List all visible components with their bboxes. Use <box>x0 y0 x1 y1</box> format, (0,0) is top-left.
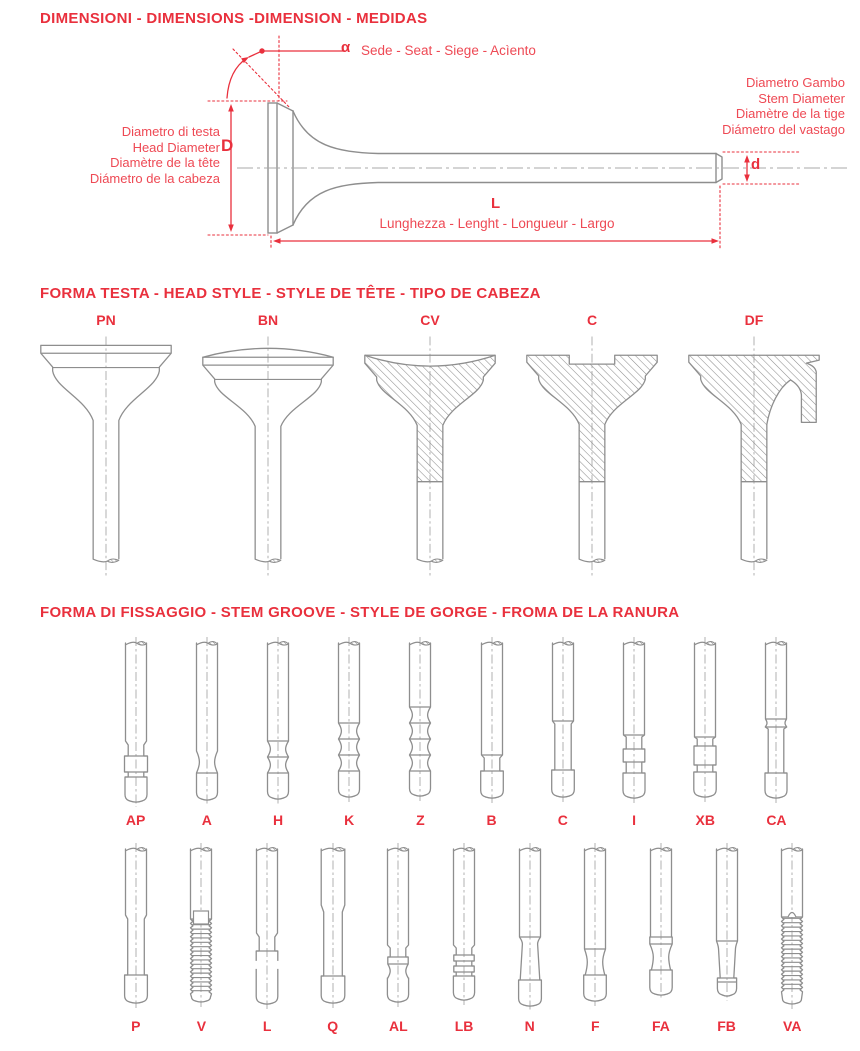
stem-groove-figure-v-drawing <box>169 840 233 1016</box>
stem-groove-figure-c-label: C <box>557 812 568 828</box>
stem-diameter-line: Stem Diameter <box>758 90 845 106</box>
stem-groove-figure-fa <box>628 840 694 1036</box>
head-style-figure-pn-label: PN <box>96 312 116 328</box>
stem-groove-figure-i-label: I <box>632 812 636 828</box>
length-symbol: L <box>491 195 501 212</box>
head-diameter-symbol: D <box>221 136 234 155</box>
stem-groove-figure-l <box>234 840 300 1036</box>
head-style-figure-c <box>511 310 673 582</box>
head-style-figure-bn <box>187 310 349 582</box>
stem-groove-figure-al-drawing <box>366 840 430 1016</box>
stem-groove-figure-ap <box>100 634 171 830</box>
head-style-figure-df <box>673 310 835 582</box>
stem-groove-figure-al <box>366 840 432 1036</box>
stem-groove-figure-h-label: H <box>272 812 284 828</box>
stem-groove-figure-q <box>300 840 366 1036</box>
stem-groove-row-1 <box>100 634 812 830</box>
stem-diameter-label <box>722 75 845 137</box>
head-diameter-line: Diámetro de la cabeza <box>89 170 220 186</box>
head-style-figure-pn-drawing <box>25 330 187 582</box>
stem-groove-row-2 <box>103 840 825 1036</box>
stem-groove-figure-xb-drawing <box>673 634 737 810</box>
head-diameter-line: Diamètre de la tête <box>110 155 220 170</box>
stem-groove-figure-a-drawing <box>175 634 239 810</box>
head-style-figure-df-label: DF <box>744 312 764 328</box>
dimensions-title: DIMENSIONI - DIMENSIONS -DIMENSION - MEDIDAS <box>40 10 428 27</box>
head-style-figure-bn-label: BN <box>257 312 279 328</box>
stem-groove-figure-z <box>385 634 456 830</box>
head-diameter-line: Head Diameter <box>132 139 220 155</box>
stem-groove-figure-fb-label: FB <box>717 1018 736 1034</box>
stem-groove-figure-va <box>759 840 825 1036</box>
stem-groove-figure-i-drawing <box>602 634 666 810</box>
stem-groove-figure-va-label: VA <box>783 1018 802 1034</box>
stem-groove-figure-z-drawing <box>388 634 452 810</box>
stem-groove-figure-k-drawing <box>317 634 381 810</box>
stem-groove-figure-c-drawing <box>531 634 595 810</box>
stem-diameter-line: Diamètre de la tige <box>735 106 845 121</box>
stem-groove-figure-n-drawing <box>498 840 562 1016</box>
stem-groove-figure-a-label: A <box>201 812 212 828</box>
alpha-symbol: α <box>341 39 351 56</box>
head-style-figure-cv-label: CV <box>420 312 440 328</box>
stem-groove-figure-fb-drawing <box>695 840 759 1016</box>
head-style-figure-c-drawing <box>511 330 673 582</box>
stem-groove-figure-fa-drawing <box>629 840 693 1016</box>
head-style-figure-df-drawing <box>673 330 835 582</box>
stem-groove-figure-f <box>562 840 628 1036</box>
stem-groove-figure-h-drawing <box>246 634 310 810</box>
stem-groove-figure-n-label: N <box>524 1018 535 1034</box>
stem-groove-figure-lb-drawing <box>432 840 496 1016</box>
stem-groove-figure-n <box>497 840 563 1036</box>
stem-groove-figure-k <box>314 634 385 830</box>
head-style-figure-cv-drawing <box>349 330 511 582</box>
stem-groove-figure-p-drawing <box>104 840 168 1016</box>
stem-groove-figure-q-label: Q <box>327 1018 339 1034</box>
stem-groove-figure-p <box>103 840 169 1036</box>
stem-groove-figure-va-drawing <box>760 840 824 1016</box>
stem-groove-figure-f-label: F <box>591 1018 600 1034</box>
stem-groove-figure-a <box>171 634 242 830</box>
stem-groove-figure-ca-drawing <box>744 634 808 810</box>
stem-groove-figure-b <box>456 634 527 830</box>
stem-groove-figure-v <box>169 840 235 1036</box>
stem-diameter-line: Diámetro del vastago <box>722 121 845 137</box>
stem-groove-figure-l-drawing <box>235 840 299 1016</box>
head-style-title: FORMA TESTA - HEAD STYLE - STYLE DE TÊTE - TIPO DE CABEZA <box>40 285 541 302</box>
length-label: Lunghezza - Lenght - Longueur - Largo <box>379 216 615 231</box>
stem-diameter-line: Diametro Gambo <box>746 75 845 90</box>
stem-groove-figure-h <box>242 634 313 830</box>
stem-groove-figure-ap-drawing <box>104 634 168 810</box>
head-diameter-label <box>30 124 220 186</box>
head-style-figure-pn <box>25 310 187 582</box>
stem-groove-figure-l-label: L <box>262 1018 272 1034</box>
stem-groove-figure-z-label: Z <box>416 812 425 828</box>
seat-label: Sede - Seat - Siege - Acìento <box>361 43 536 58</box>
valve-dimension-diagram <box>0 30 860 260</box>
head-diameter-line: Diametro di testa <box>121 124 220 139</box>
stem-groove-figure-ca-label: CA <box>766 812 787 828</box>
stem-groove-figure-xb-label: XB <box>695 812 715 828</box>
stem-groove-figure-c <box>527 634 598 830</box>
head-style-figure-bn-drawing <box>187 330 349 582</box>
stem-groove-title: FORMA DI FISSAGGIO - STEM GROOVE - STYLE DE GORGE - FROMA DE LA RANURA <box>40 604 680 621</box>
stem-groove-figure-ca <box>741 634 812 830</box>
stem-groove-figure-lb <box>431 840 497 1036</box>
head-style-figure-cv <box>349 310 511 582</box>
stem-groove-figure-k-label: K <box>344 812 355 828</box>
stem-groove-figure-xb <box>670 634 741 830</box>
stem-groove-figure-al-label: AL <box>389 1018 408 1034</box>
stem-groove-figure-p-label: P <box>131 1018 141 1034</box>
stem-groove-figure-ap-label: AP <box>125 812 146 828</box>
stem-groove-figure-fb <box>694 840 760 1036</box>
stem-groove-figure-v-label: V <box>196 1018 207 1034</box>
head-style-figure-c-label: C <box>586 312 598 328</box>
head-style-row <box>25 310 835 582</box>
stem-groove-figure-fa-label: FA <box>652 1018 670 1034</box>
stem-groove-figure-lb-label: LB <box>454 1018 474 1034</box>
stem-groove-figure-i <box>598 634 669 830</box>
stem-groove-figure-q-drawing <box>301 840 365 1016</box>
stem-diameter-symbol: d <box>751 156 761 173</box>
stem-groove-figure-b-label: B <box>486 812 497 828</box>
stem-groove-figure-f-drawing <box>563 840 627 1016</box>
stem-groove-figure-b-drawing <box>460 634 524 810</box>
